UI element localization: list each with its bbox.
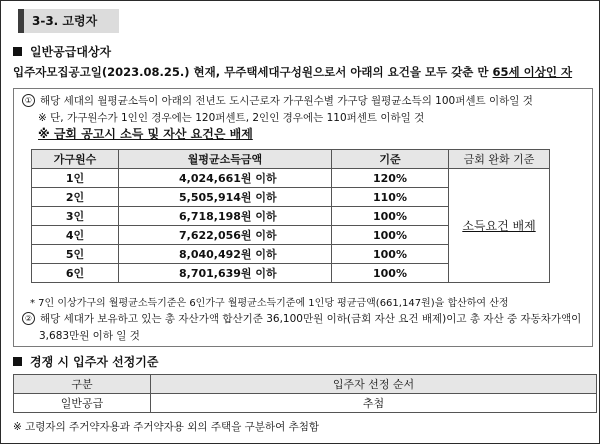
num-circle-1: ①	[22, 94, 35, 107]
section-tag: 3-3. 고령자	[18, 9, 119, 33]
cell-members: 4인	[32, 226, 119, 245]
income-table	[31, 149, 550, 283]
intro-prefix: 입주자모집공고일(2023.08.25.) 현재,	[13, 65, 225, 79]
eligibility-intro	[13, 64, 572, 80]
cell-amount: 8,040,492원 이하	[119, 245, 332, 264]
req2-text: 해당 세대가 보유하고 있는 총 자산가액 합산기준 36,100만원 이하(금회 자산 요건 배제)이고 총 자산 중 자동차가액이	[40, 313, 582, 325]
req1-text: 해당 세대의 월평균소득이 아래의 전년도 도시근로자 가구원수별 가구당 월평균소득의 100퍼센트 이하일 것	[40, 95, 533, 107]
square-bullet-icon	[13, 357, 22, 366]
col-header-amount: 월평균소득금액	[119, 150, 332, 169]
square-bullet-icon	[13, 47, 22, 56]
req2-line2: 3,683만원 이하 일 것	[39, 330, 140, 342]
footnote: ※ 고령자의 주거약자용과 주거약자용 외의 주택을 구분하여 추첨함	[13, 421, 320, 433]
req1-emphasis: ※ 금회 공고시 소득 및 자산 요건은 배제	[38, 127, 253, 141]
cell-standard: 120%	[332, 169, 449, 188]
intro-underlined: 무주택세대구성원	[224, 65, 313, 79]
cell-members: 6인	[32, 264, 119, 283]
req2-line1	[22, 311, 581, 326]
cell-standard: 100%	[332, 264, 449, 283]
col-header-standard: 기준	[332, 150, 449, 169]
col-header-order: 입주자 선정 순서	[151, 375, 597, 394]
income-table-header	[32, 150, 550, 169]
cell-amount: 8,701,639원 이하	[119, 264, 332, 283]
selection-header-row	[14, 375, 597, 394]
cell-members: 1인	[32, 169, 119, 188]
selection-table	[13, 374, 597, 413]
num-circle-2: ②	[22, 312, 35, 325]
heading-select-text: 경쟁 시 입주자 선정기준	[30, 355, 159, 369]
heading-selection-criteria	[13, 353, 158, 370]
cell-amount: 6,718,198원 이하	[119, 207, 332, 226]
cell-standard: 100%	[332, 207, 449, 226]
table-row	[32, 169, 550, 188]
req1-line	[22, 93, 533, 108]
table-row	[14, 394, 597, 413]
cell-amount: 4,024,661원 이하	[119, 169, 332, 188]
cell-amount: 5,505,914원 이하	[119, 188, 332, 207]
cell-members: 5인	[32, 245, 119, 264]
cell-standard: 100%	[332, 245, 449, 264]
note-seven-plus: * 7인 이상가구의 월평균소득기준은 6인가구 월평균소득기준에 1인당 평균금액(661,147원)을 합산하여 산정	[30, 298, 509, 309]
cell-members: 3인	[32, 207, 119, 226]
relief-text: 소득요건 배제	[462, 219, 536, 233]
intro-middle: 으로서 아래의 요건을 모두 갖춘 만	[312, 65, 493, 79]
intro-age: 65세 이상인 자	[492, 65, 573, 79]
cell-amount: 7,622,056원 이하	[119, 226, 332, 245]
cell-standard: 110%	[332, 188, 449, 207]
cell-members: 2인	[32, 188, 119, 207]
cell-order: 추첨	[151, 394, 597, 413]
req1-note: ※ 단, 가구원수가 1인인 경우에는 120퍼센트, 2인인 경우에는 110퍼센트 이하일 것	[38, 112, 425, 124]
cell-relief	[449, 169, 550, 283]
cell-category: 일반공급	[14, 394, 151, 413]
col-header-relief: 금회 완화 기준	[449, 150, 550, 169]
heading-general-text: 일반공급대상자	[30, 45, 112, 59]
col-header-category: 구분	[14, 375, 151, 394]
heading-general-supply	[13, 43, 111, 60]
col-header-members: 가구원수	[32, 150, 119, 169]
cell-standard: 100%	[332, 226, 449, 245]
